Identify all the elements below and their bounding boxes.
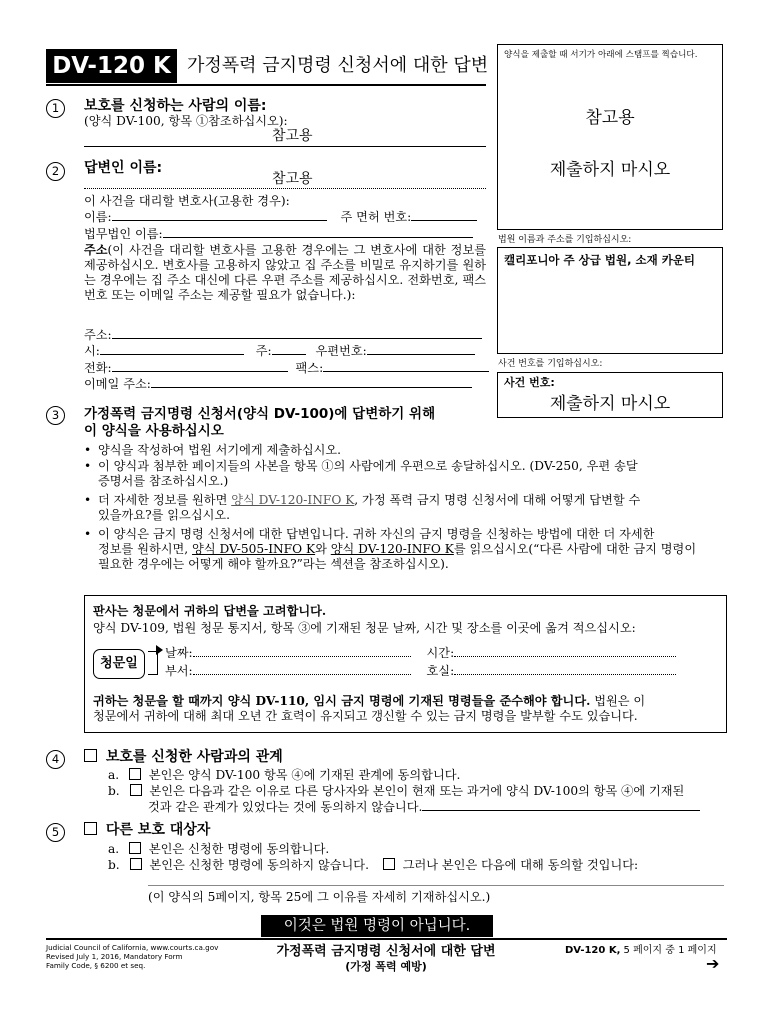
city-label: 시: bbox=[84, 344, 100, 358]
lawyer-name-field[interactable] bbox=[112, 220, 327, 221]
case-number: 제출하지 마시오 bbox=[549, 394, 671, 414]
dv-120-info-link-2[interactable]: 양식 DV-120-INFO K bbox=[330, 542, 454, 556]
respondent-name-value[interactable]: 참고용 bbox=[272, 171, 313, 187]
item-4a-row bbox=[108, 768, 460, 783]
bullet-1-text: 양식을 작성하여 법원 서기에게 제출하십시오. bbox=[98, 443, 342, 457]
email-field[interactable] bbox=[151, 387, 472, 388]
hearing-warning bbox=[93, 694, 645, 724]
case-field-label: 사건 번호: bbox=[504, 376, 555, 389]
footer-page-info bbox=[565, 944, 717, 957]
bar-number-label: 주 면허 번호: bbox=[340, 210, 412, 224]
header-rule bbox=[46, 84, 486, 86]
state-field[interactable] bbox=[272, 354, 306, 355]
instruction-bullet-1: • 양식을 작성하여 법원 서기에게 제출하십시오. bbox=[84, 443, 342, 457]
item-4a-text: 본인은 양식 DV-100 항목 ④에 기재된 관계에 동의합니다. bbox=[148, 768, 461, 782]
address-bold-label: 주소 bbox=[84, 243, 108, 257]
email-label: 이메일 주소: bbox=[84, 377, 151, 391]
item-3-title-1: 가정폭력 금지명령 신청서(양식 DV-100)에 답변하기 위해 bbox=[84, 406, 436, 422]
footer-center-title: 가정폭력 금지명령 신청서에 대한 답변 bbox=[276, 944, 496, 959]
email-row bbox=[84, 377, 472, 392]
bullet-4-post: 를 읽으십시오(“다른 사람에 대한 금지 명령이 bbox=[453, 542, 697, 556]
bullet-3-post: , 가정 폭력 금지 명령 신청서에 대해 어떻게 답변할 수 bbox=[354, 493, 641, 507]
item-4-heading bbox=[84, 748, 283, 766]
item-2-title: 답변인 이름: bbox=[84, 160, 163, 176]
court-label: 법원 이름과 주소를 기입하십시오: bbox=[498, 235, 632, 245]
item-4-title: 보호를 신청한 사람과의 관계 bbox=[105, 749, 283, 765]
bullet-2-text-1: 이 양식과 첨부한 페이지들의 사본을 항목 ①의 사람에게 우편으로 송달하십시오. (DV-250, 우편 송달 bbox=[98, 459, 638, 473]
item-4b-text-1: 본인은 다음과 같은 이유로 다른 당사자와 본인이 현재 또는 과거에 양식 DV-100의 항목 ④에 기재된 bbox=[149, 784, 685, 798]
bullet-2-text-2: 증명서를 참조하십시오.) bbox=[98, 474, 229, 488]
footer-center-subtitle: (가정 폭력 예방) bbox=[345, 960, 427, 973]
item-4b-label: b. bbox=[108, 784, 120, 798]
court-box bbox=[497, 247, 723, 354]
item-5b-row bbox=[108, 858, 638, 873]
date-label: 날짜: bbox=[165, 646, 193, 660]
item-5-number: 5 bbox=[46, 823, 65, 842]
hearing-date-row bbox=[165, 646, 676, 661]
form-id: DV-120 K bbox=[52, 53, 171, 79]
item-5a-row bbox=[108, 842, 329, 857]
address-label: 주소: bbox=[84, 328, 112, 342]
hearing-warning-bold: 귀하는 청문을 할 때까지 양식 DV-110, 임시 금지 명령에 기재된 명령들을 준수해야 합니다. bbox=[93, 694, 591, 708]
zip-label: 우편번호: bbox=[315, 344, 367, 358]
dept-label: 부서: bbox=[165, 664, 193, 678]
bullet-4-pre: 정보를 원하시면, bbox=[98, 542, 193, 556]
phone-label: 전화: bbox=[84, 361, 112, 375]
phone-field[interactable] bbox=[112, 371, 288, 372]
item-4-checkbox[interactable] bbox=[84, 749, 97, 762]
instruction-bullet-2: • 이 양식과 첨부한 페이지들의 사본을 항목 ①의 사람에게 우편으로 송달하십시오. (DV-250, 우편 송달 증명서를 참조하십시오.) bbox=[84, 459, 638, 488]
item-1-number: 1 bbox=[46, 99, 65, 118]
firm-row bbox=[84, 227, 486, 242]
stamp-line-1: 참고용 bbox=[585, 108, 635, 128]
dept-field[interactable] bbox=[193, 674, 411, 675]
time-field[interactable] bbox=[454, 656, 676, 657]
hearing-title: 판사는 청문에서 귀하의 답변을 고려합니다. bbox=[93, 604, 327, 618]
footer-left-3: Family Code, § 6200 et seq. bbox=[46, 961, 146, 970]
item-5a-text: 본인은 신청한 명령에 동의합니다. bbox=[148, 842, 330, 856]
dv-120-info-link[interactable]: 양식 DV-120-INFO K bbox=[231, 493, 355, 507]
item-1-subtitle: (양식 DV-100, 항목 ①참조하십시오): bbox=[84, 114, 288, 128]
address-field[interactable] bbox=[112, 338, 482, 339]
hearing-date-tag-label: 청문일 bbox=[100, 656, 138, 671]
footer-left-1: Judicial Council of California, www.courts.ca.gov bbox=[46, 943, 219, 952]
item-5a-label: a. bbox=[108, 842, 120, 856]
lawyer-name-row bbox=[84, 210, 486, 225]
item-5b-alt-checkbox[interactable] bbox=[383, 858, 395, 870]
hearing-dept-row bbox=[165, 664, 676, 679]
item-5-answer-line[interactable] bbox=[148, 885, 724, 886]
court-name: 캘리포니아 주 상급 법원, 소재 카운티 bbox=[504, 253, 696, 267]
hearing-instructions: 양식 DV-109, 법원 청문 통지서, 항목 ③에 기재된 청문 날짜, 시간 및 장소를 이곳에 옮겨 적으십시오: bbox=[93, 621, 636, 635]
footer-left-2: Revised July 1, 2016, Mandatory Form bbox=[46, 952, 183, 961]
item-4b-row bbox=[108, 784, 684, 799]
dv-505-info-link[interactable]: 양식 DV-505-INFO K bbox=[192, 542, 316, 556]
fax-field[interactable] bbox=[323, 371, 489, 372]
zip-field[interactable] bbox=[367, 354, 475, 355]
instruction-bullet-3: • 더 자세한 정보를 원하면 양식 DV-120-INFO K, 가정 폭력 금지 명령 신청서에 대해 어떻게 답변할 수 있을까요?를 읽으십시오. bbox=[84, 493, 641, 522]
item-5b-label: b. bbox=[108, 858, 120, 872]
bullet-4-text-1: 이 양식은 금지 명령 신청서에 대한 답변입니다. 귀하 자신의 금지 명령을 신청하는 방법에 대한 더 자세한 bbox=[98, 527, 655, 541]
item-5-heading bbox=[84, 821, 210, 839]
stamp-line-2: 제출하지 마시오 bbox=[549, 160, 671, 180]
item-5b-alt-text: 그러나 본인은 다음에 대해 동의할 것입니다: bbox=[402, 858, 639, 872]
item-4-number: 4 bbox=[46, 750, 65, 769]
footer-rule bbox=[46, 938, 727, 940]
bullet-4-mid: 와 bbox=[315, 542, 331, 556]
item-5-note: (이 양식의 5페이지, 항목 25에 그 이유를 자세히 기재하십시오.) bbox=[148, 890, 491, 904]
date-field[interactable] bbox=[193, 656, 411, 657]
item-3-number: 3 bbox=[46, 406, 65, 425]
item-2-number: 2 bbox=[46, 162, 65, 181]
hearing-warning-rest-1: 법원은 이 bbox=[590, 694, 646, 708]
room-label: 호실: bbox=[426, 664, 455, 678]
item-1-title: 보호를 신청하는 사람의 이름: bbox=[84, 98, 267, 114]
city-field[interactable] bbox=[100, 354, 244, 355]
item-4b-text-2: 것과 같은 관계가 있었다는 것에 동의하지 않습니다. bbox=[148, 800, 423, 814]
item-4b-row-2 bbox=[148, 800, 700, 815]
firm-field[interactable] bbox=[163, 237, 473, 238]
not-court-order-text: 이것은 법원 명령이 아닙니다. bbox=[283, 918, 471, 934]
form-title: 가정폭력 금지명령 신청서에 대한 답변 bbox=[187, 55, 489, 76]
petitioner-name-line bbox=[84, 146, 486, 147]
item-4b-checkbox[interactable] bbox=[130, 784, 142, 796]
clerk-stamp-box bbox=[497, 44, 723, 230]
item-4a-label: a. bbox=[108, 768, 120, 782]
not-court-order-banner bbox=[261, 915, 493, 937]
bullet-3-text-2: 있을까요?를 읽으십시오. bbox=[98, 508, 231, 522]
footer-page-number: 5 페이지 중 1 페이지 bbox=[620, 945, 717, 956]
case-label: 사건 번호를 기입하십시오: bbox=[498, 359, 603, 369]
item-5-checkbox[interactable] bbox=[84, 822, 97, 835]
bracket-arrow-head bbox=[156, 645, 163, 655]
state-label: 주: bbox=[255, 344, 272, 358]
respondent-name-line bbox=[84, 188, 486, 189]
item-4a-checkbox[interactable] bbox=[129, 768, 141, 780]
item-5a-checkbox[interactable] bbox=[129, 842, 141, 854]
time-label: 시간: bbox=[426, 646, 455, 660]
item-5b-checkbox[interactable] bbox=[130, 858, 142, 870]
fax-label: 팩스: bbox=[295, 361, 324, 375]
footer-form-id: DV-120 K, bbox=[565, 945, 621, 956]
address-instructions bbox=[84, 243, 486, 303]
room-field[interactable] bbox=[454, 674, 676, 675]
address-instructions-text: (이 사건을 대리할 변호사를 고용한 경우에는 그 변호사에 대한 정보를 제공하십시오. 변호사를 고용하지 않았고 집 주소를 비밀로 유지하기를 원하는 경우에는 집 주소 대신에 다른 우편 주소를 제공하십시오. 전화번호, 팩스 번호 또는 이메일 주소는 제공할 필요가 없습니다.): bbox=[84, 243, 486, 302]
lawyer-name-label: 이름: bbox=[84, 210, 112, 224]
next-page-arrow-icon[interactable]: ➔ bbox=[706, 954, 720, 973]
firm-label: 법무법인 이름: bbox=[84, 227, 163, 241]
petitioner-name-value[interactable]: 참고용 bbox=[272, 128, 313, 144]
item-3-title-2: 이 양식을 사용하십시오 bbox=[84, 423, 224, 439]
item-4b-reason-field[interactable] bbox=[422, 810, 700, 811]
city-row bbox=[84, 344, 475, 359]
hearing-box bbox=[84, 595, 727, 733]
bar-number-field[interactable] bbox=[411, 220, 477, 221]
instruction-bullet-4: • 이 양식은 금지 명령 신청서에 대한 답변입니다. 귀하 자신의 금지 명령을 신청하는 방법에 대한 더 자세한 정보를 원하시면, 양식 DV-505-INFO K와 양식 DV-120-INFO K를 읽으십시오(“다른 사람에 대한 금지 명령이 필요한 경우에는 어떻게 해야 할까요?”라는 섹션을 참조하십시오). bbox=[84, 527, 697, 571]
lawyer-intro: 이 사건을 대리할 변호사(고용한 경우): bbox=[84, 194, 290, 208]
item-5-title: 다른 보호 대상자 bbox=[105, 822, 211, 838]
case-box bbox=[497, 372, 723, 418]
item-5b-text: 본인은 신청한 명령에 동의하지 않습니다. bbox=[149, 858, 369, 872]
hearing-warning-rest-2: 청문에서 귀하에 대해 최대 오년 간 효력이 유지되고 갱신할 수 있는 금지 명령을 발부할 수도 있습니다. bbox=[93, 709, 638, 723]
phone-row bbox=[84, 361, 489, 376]
bullet-3-pre: 더 자세한 정보를 원하면 bbox=[98, 493, 232, 507]
footer-left bbox=[46, 943, 218, 970]
address-row bbox=[84, 328, 482, 343]
hearing-date-tag bbox=[93, 649, 145, 679]
stamp-note: 양식을 제출할 때 서기가 아래에 스탬프를 찍습니다. bbox=[504, 50, 698, 60]
bullet-4-text-3: 필요한 경우에는 어떻게 해야 할까요?”라는 섹션을 참조하십시오). bbox=[98, 557, 449, 571]
